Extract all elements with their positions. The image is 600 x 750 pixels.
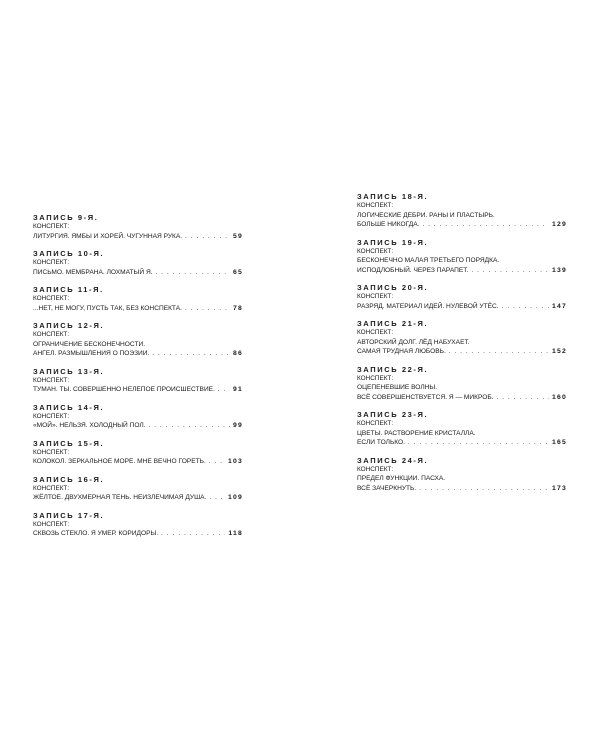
entry-line: ЕСЛИ ТОЛЬКО.: [357, 439, 406, 446]
toc-line-with-page: [33, 385, 243, 396]
toc-entry: [33, 403, 243, 432]
toc-entry: [357, 238, 567, 277]
page-number: 91: [233, 386, 243, 393]
entry-subtitle-label: КОНСПЕКТ:: [357, 420, 394, 427]
toc-line-with-page: [357, 220, 567, 231]
page-number: 65: [233, 268, 243, 276]
entry-title: ЗАПИСЬ 20-Я.: [357, 283, 429, 292]
toc-column-right: [357, 192, 567, 501]
toc-line-with-page: [357, 347, 567, 358]
page-number: 173: [552, 484, 567, 492]
toc-line-with-page: [357, 302, 567, 313]
dot-leader: [185, 305, 230, 315]
dot-leader: [422, 221, 549, 231]
dot-leader: [497, 394, 550, 404]
toc-line-with-page: [33, 232, 243, 243]
page-number: 118: [228, 530, 243, 537]
toc-entry: [357, 192, 567, 231]
toc-entry: [33, 439, 243, 468]
entry-line: ОЦЕПЕНЕВШИЕ ВОЛНЫ.: [357, 384, 438, 391]
entry-title: ЗАПИСЬ 12-Я.: [33, 321, 105, 330]
toc-entry: [33, 249, 243, 278]
entry-subtitle-label: КОНСПЕКТ:: [33, 412, 70, 420]
entry-title: ЗАПИСЬ 24-Я.: [357, 455, 429, 465]
entry-line: КОЛОКОЛ. ЗЕРКАЛЬНОЕ МОРЕ. МНЕ ВЕЧНО ГОРЕТЬ.: [33, 458, 206, 465]
toc-entry: [33, 367, 243, 396]
dot-leader: [408, 439, 549, 449]
toc-line-with-page: [33, 349, 243, 360]
toc-line-with-page: [33, 421, 243, 432]
dot-leader: [152, 350, 230, 360]
page-number: 160: [552, 393, 567, 401]
dot-leader: [218, 386, 230, 396]
entry-subtitle-label: КОНСПЕКТ:: [33, 448, 70, 456]
toc-entry: [357, 319, 567, 358]
entry-line: АВТОРСКИЙ ДОЛГ. ЛЁД НАБУХАЕТ.: [357, 338, 470, 346]
entry-subtitle-label: КОНСПЕКТ:: [33, 295, 70, 302]
dot-leader: [449, 348, 549, 358]
toc-line-with-page: [33, 457, 243, 468]
entry-line: ВСЁ СОВЕРШЕНСТВУЕТСЯ. Я — МИКРОБ.: [357, 393, 494, 401]
page-number: 59: [233, 232, 243, 240]
entry-subtitle-label: КОНСПЕКТ:: [33, 520, 70, 528]
page-number: 139: [552, 266, 567, 274]
entry-title: ЗАПИСЬ 14-Я.: [33, 402, 105, 412]
entry-line: АНГЕЛ. РАЗМЫШЛЕНИЯ О ПОЭЗИИ.: [33, 350, 150, 357]
entry-title: ЗАПИСЬ 22-Я.: [357, 364, 429, 374]
entry-title: ЗАПИСЬ 21-Я.: [357, 319, 429, 328]
page-number: 165: [552, 439, 567, 446]
dot-leader: [185, 233, 230, 243]
entry-subtitle-label: КОНСПЕКТ:: [357, 329, 394, 336]
page-number: 86: [233, 350, 243, 357]
toc-line-with-page: [357, 438, 567, 449]
page-number: 99: [233, 422, 243, 429]
page-number: 109: [228, 494, 243, 501]
page-number: 147: [552, 302, 567, 310]
entry-title: ЗАПИСЬ 23-Я.: [357, 410, 429, 419]
entry-subtitle-label: КОНСПЕКТ:: [357, 374, 394, 382]
page-number: 78: [233, 304, 243, 312]
toc-line-with-page: [33, 304, 243, 315]
entry-subtitle-label: КОНСПЕКТ:: [33, 223, 70, 230]
entry-subtitle-label: КОНСПЕКТ:: [357, 247, 394, 255]
toc-line-with-page: [357, 484, 567, 495]
entry-line: ...НЕТ, НЕ МОГУ, ПУСТЬ ТАК, БЕЗ КОНСПЕКТА.: [33, 304, 182, 312]
entry-title: ЗАПИСЬ 11-Я.: [33, 285, 104, 294]
entry-title: ЗАПИСЬ 15-Я.: [33, 438, 105, 448]
entry-line: ПИСЬМО. МЕМБРАНА. ЛОХМАТЫЙ Я.: [33, 268, 153, 276]
toc-entry: [33, 213, 243, 242]
entry-subtitle-label: КОНСПЕКТ:: [357, 293, 394, 300]
entry-line: ЖЁЛТОЕ. ДВУХМЕРНАЯ ТЕНЬ. НЕИЗЛЕЧИМАЯ ДУША.: [33, 494, 207, 501]
entry-line: РАЗРЯД. МАТЕРИАЛ ИДЕЙ. НУЛЕВОЙ УТЁС.: [357, 302, 499, 310]
toc-entry: [357, 410, 567, 449]
entry-line: ЦВЕТЫ. РАСТВОРЕНИЕ КРИСТАЛЛА.: [357, 429, 476, 437]
entry-subtitle-label: КОНСПЕКТ:: [33, 376, 70, 384]
page-number: 152: [552, 348, 567, 355]
toc-line-with-page: [357, 266, 567, 277]
toc-column-left: [33, 213, 243, 547]
entry-title: ЗАПИСЬ 17-Я.: [33, 510, 105, 520]
toc-entry: [33, 321, 243, 360]
toc-entry: [357, 456, 567, 495]
toc-line-with-page: [33, 493, 243, 504]
toc-entry: [357, 283, 567, 312]
dot-leader: [161, 530, 225, 540]
entry-line: ИСПОДЛОБНЫЙ. ЧЕРЕЗ ПАРАПЕТ.: [357, 266, 469, 274]
entry-line: ОГРАНИЧЕНИЕ БЕСКОНЕЧНОСТИ.: [33, 340, 146, 348]
entry-line: САМАЯ ТРУДНАЯ ЛЮБОВЬ.: [357, 348, 446, 355]
toc-entry: [33, 285, 243, 314]
entry-subtitle-label: КОНСПЕКТ:: [357, 465, 394, 473]
entry-title: ЗАПИСЬ 16-Я.: [33, 474, 105, 484]
entry-title: ЗАПИСЬ 9-Я.: [33, 213, 99, 222]
dot-leader: [156, 269, 230, 279]
entry-line: ЛОГИЧЕСКИЕ ДЕБРИ. РАНЫ И ПЛАСТЫРЬ.: [357, 211, 495, 219]
toc-line-with-page: [33, 268, 243, 279]
entry-line: ТУМАН. ТЫ. СОВЕРШЕННО НЕЛЕПОЕ ПРОИСШЕСТВИЕ.: [33, 386, 215, 393]
entry-line: СКВОЗЬ СТЕКЛО. Я УМЕР. КОРИДОРЫ.: [33, 530, 159, 537]
dot-leader: [502, 303, 549, 313]
entry-title: ЗАПИСЬ 10-Я.: [33, 249, 105, 258]
entry-subtitle-label: КОНСПЕКТ:: [33, 331, 70, 338]
entry-line: ПРЕДЕЛ ФУНКЦИИ. ПАСХА.: [357, 475, 446, 482]
page-number: 129: [552, 221, 567, 228]
entry-subtitle-label: КОНСПЕКТ:: [33, 484, 70, 492]
entry-title: ЗАПИСЬ 13-Я.: [33, 366, 105, 376]
entry-line: ВСЁ ЗАЧЕРКНУТЬ.: [357, 484, 417, 492]
toc-entry: [33, 511, 243, 540]
toc-line-with-page: [357, 393, 567, 404]
dot-leader: [209, 458, 225, 468]
entry-title: ЗАПИСЬ 18-Я.: [357, 192, 429, 201]
toc-entry: [357, 365, 567, 404]
dot-leader: [471, 267, 549, 277]
entry-subtitle-label: КОНСПЕКТ:: [357, 202, 394, 209]
entry-line: БЕСКОНЕЧНО МАЛАЯ ТРЕТЬЕГО ПОРЯДКА.: [357, 257, 500, 264]
dot-leader: [149, 422, 230, 432]
dot-leader: [209, 494, 225, 504]
toc-entry: [33, 475, 243, 504]
dot-leader: [419, 485, 549, 495]
entry-line: «МОЙ». НЕЛЬЗЯ. ХОЛОДНЫЙ ПОЛ.: [33, 422, 146, 429]
entry-title: ЗАПИСЬ 19-Я.: [357, 237, 429, 247]
entry-line: БОЛЬШЕ НИКОГДА.: [357, 221, 420, 228]
entry-line: ЛИТУРГИЯ. ЯМБЫ И ХОРЕЙ. ЧУГУННАЯ РУКА.: [33, 232, 183, 240]
page-number: 103: [228, 458, 243, 465]
toc-line-with-page: [33, 529, 243, 540]
entry-subtitle-label: КОНСПЕКТ:: [33, 259, 70, 266]
